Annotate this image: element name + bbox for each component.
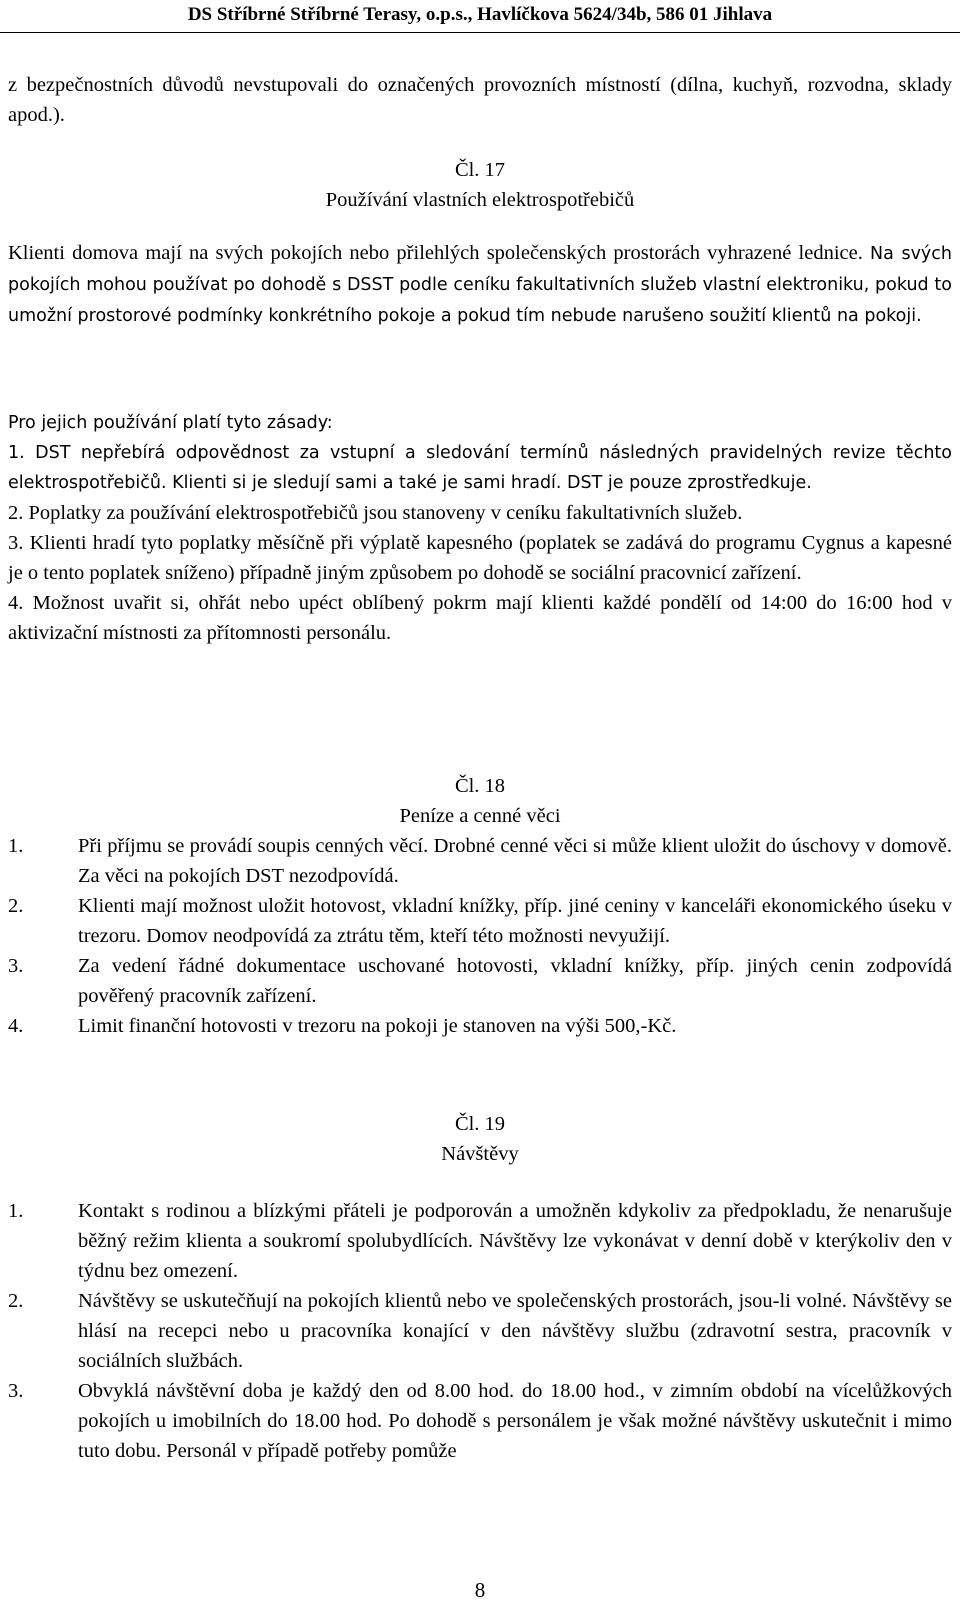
list-item	[8, 831, 952, 891]
paragraph: z bezpečnostních důvodů nevstupovali do označených provozních místností (dílna, kuchyň, rozvodna, sklady apod.).	[8, 74, 952, 126]
item-text: Klienti mají možnost uložit hotovost, vkladní knížky, příp. jiné ceniny v kanceláři ekonomického úseku v trezoru. Domov neodpovídá za ztrátu těm, kteří této možnosti nevyužijí.	[78, 895, 952, 947]
page-header: DS Stříbrné Stříbrné Terasy, o.p.s., Havlíčkova 5624/34b, 586 01 Jihlava	[0, 2, 960, 33]
item-number: 3.	[8, 955, 24, 977]
item-text: DST nepřebírá odpovědnost za vstupní a sledování termínů následných pravidelných revize těchto elektrospotřebičů.	[8, 443, 952, 493]
article-title: Používání vlastních elektrospotřebičů	[325, 189, 635, 211]
list-item	[8, 438, 952, 498]
article-number: Čl. 18	[454, 775, 506, 797]
list-item	[8, 588, 952, 648]
item-text: Návštěvy se uskutečňují na pokojích klientů nebo ve společenských prostorách, jsou-li volné. Návštěvy se hlásí na recepci nebo u pracovníka konající v den návštěvy službu (zdravotní sestra, pracovník v sociálních službách.	[78, 1290, 952, 1372]
list-item	[8, 951, 952, 1011]
rules-intro: Pro jejich používání platí tyto zásady:	[8, 413, 333, 433]
item-number: 4.	[8, 592, 24, 614]
item-number: 1.	[8, 1200, 24, 1222]
item-text: Obvyklá návštěvní doba je každý den od 8.00 hod. do 18.00 hod., v zimním období na vícelůžkových pokojích u imobilních do 18.00 hod. Po dohodě s personálem je však možné návštěvy uskutečnit i mimo tuto dobu. Personál v případě potřeby pomůže	[78, 1380, 952, 1462]
sentence: Klienti domova mají na svých pokojích nebo přilehlých společenských prostorách vyhrazené lednice.	[8, 242, 863, 264]
item-text: Klienti si je sledují sami a také je sami hradí. DST je pouze zprostředkuje.	[166, 473, 812, 493]
item-number: 1.	[8, 835, 24, 857]
item-text	[8, 498, 952, 528]
list-item	[8, 1011, 952, 1041]
page-number: 8	[474, 1578, 486, 1602]
list-item	[8, 1376, 952, 1466]
item-text: Možnost uvařit si, ohřát nebo upéct oblíbený pokrm mají klienti každé pondělí od 14:00 do 16:00 hod v aktivizační místnosti za přítomnosti personálu.	[8, 592, 952, 644]
item-number: 2.	[8, 895, 24, 917]
article-number: Čl. 19	[454, 1113, 506, 1135]
item-text: Za vedení řádné dokumentace uschované hotovosti, vkladní knížky, příp. jiných cenin zodpovídá pověřený pracovník zařízení.	[78, 955, 952, 1007]
item-number: 3.	[8, 1380, 24, 1402]
article-title: Návštěvy	[441, 1143, 519, 1165]
item-text	[8, 588, 952, 648]
item-text: Poplatky za používání elektrospotřebičů jsou stanoveny v ceníku fakultativních služeb.	[28, 502, 743, 524]
paragraph	[8, 238, 952, 331]
list-item	[8, 1286, 952, 1376]
list-item	[8, 498, 952, 528]
article-number: Čl. 17	[454, 159, 506, 181]
article-19	[8, 1109, 952, 1169]
article-17-paragraph	[8, 238, 952, 331]
item-text: Limit finanční hotovosti v trezoru na pokoji je stanoven na výši 500,-Kč.	[78, 1015, 677, 1037]
list-item	[8, 1196, 952, 1286]
article-19-list	[8, 1196, 952, 1466]
list-item	[8, 891, 952, 951]
item-text: Kontakt s rodinou a blízkými přáteli je podporován a umožněn kdykoliv za předpokladu, že nenarušuje běžný režim klienta a soukromí spolubydlících. Návštěvy lze vykonávat v denní době v kterýkoliv den v týdnu bez omezení.	[78, 1200, 952, 1282]
item-number: 3.	[8, 532, 24, 554]
article-title: Peníze a cenné věci	[399, 805, 561, 827]
item-number: 2.	[8, 502, 24, 524]
article-18	[8, 771, 952, 1041]
article-17	[8, 155, 952, 215]
item-text: Při příjmu se provádí soupis cenných věcí. Drobné cenné věci si může klient uložit do úschovy v domově. Za věci na pokojích DST nezodpovídá.	[78, 835, 952, 887]
item-number: 2.	[8, 1290, 24, 1312]
item-number: 4.	[8, 1015, 24, 1037]
intro-continuation	[8, 70, 952, 130]
sentence: Na svých pokojích mohou používat po dohodě s DSST podle ceníku fakultativních služeb vlastní elektroniku, pokud to umožní prostorové podmínky konkrétního pokoje a pokud tím nebude narušeno soužití klientů na pokoji.	[8, 244, 953, 326]
list-item	[8, 528, 952, 588]
item-text	[8, 438, 952, 498]
item-text: Klienti hradí tyto poplatky měsíčně při výplatě kapesného (poplatek se zadává do programu Cygnus a kapesné je o tento poplatek sníženo) případně jiným způsobem po dohodě se sociální pracovnicí zařízení.	[8, 532, 953, 584]
item-text	[8, 528, 952, 588]
item-number: 1.	[8, 443, 25, 463]
rules-block	[8, 408, 952, 648]
